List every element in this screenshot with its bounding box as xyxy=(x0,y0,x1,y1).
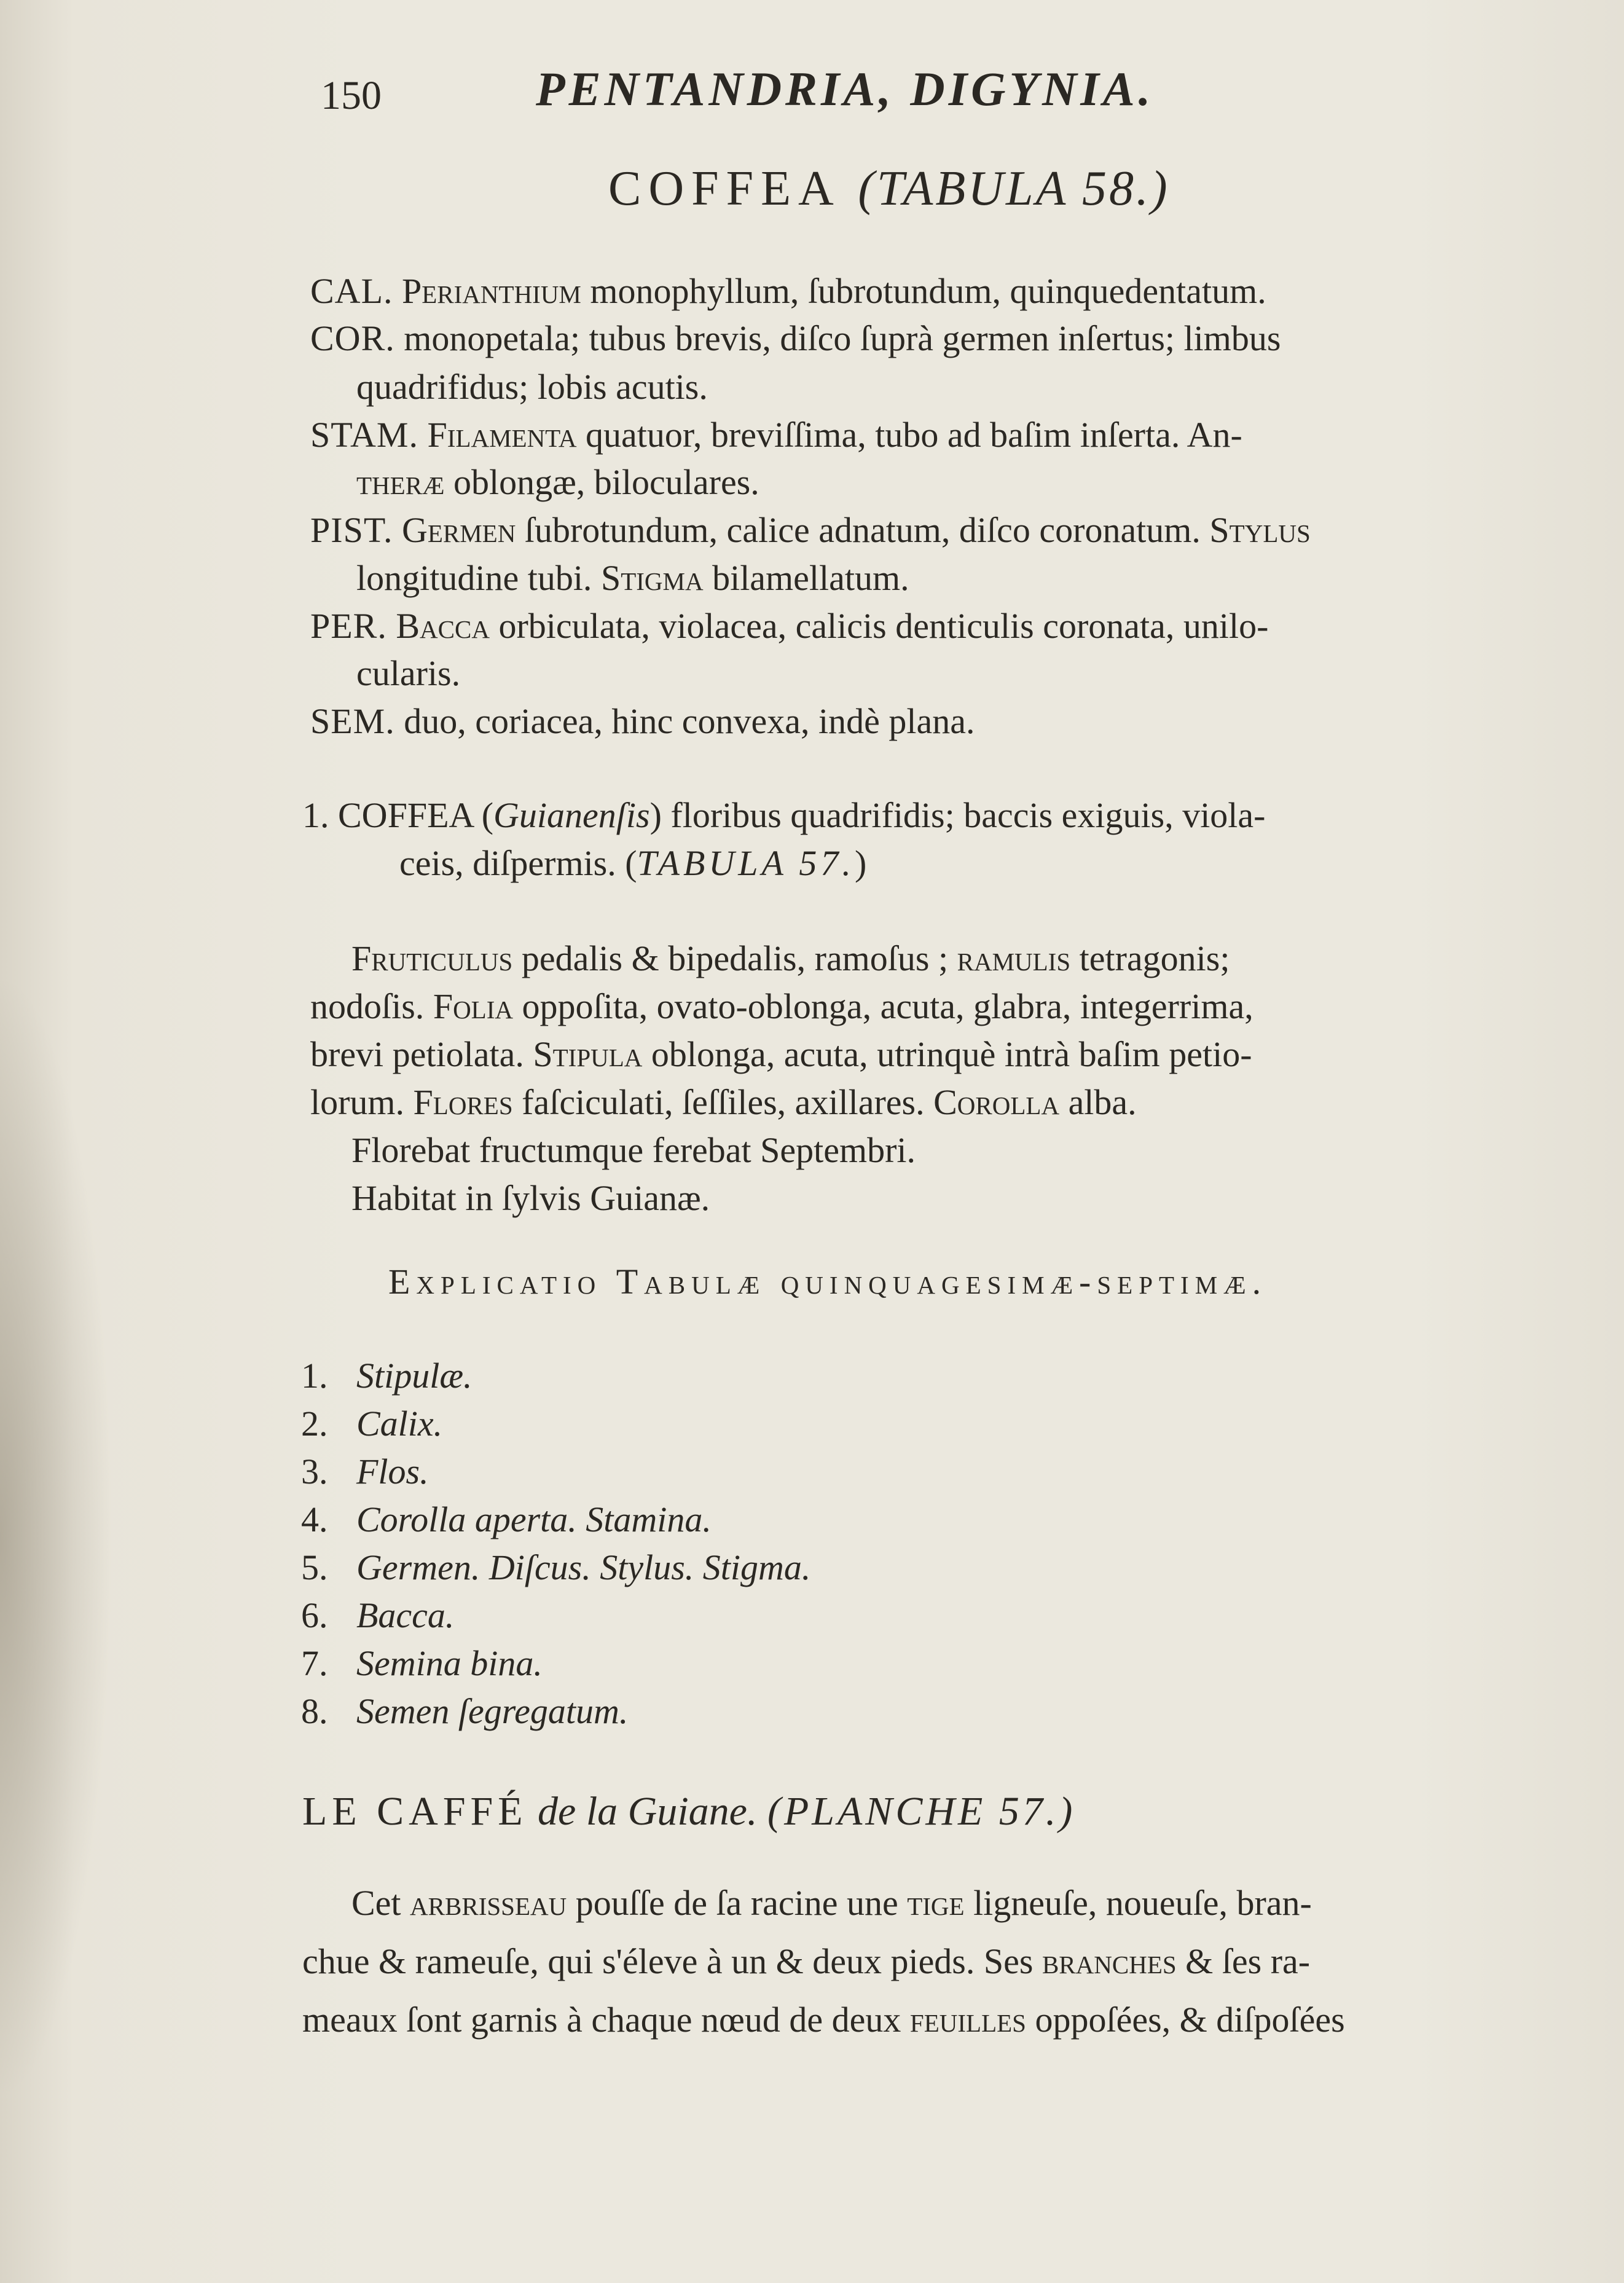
list-item: 2. Calix. xyxy=(301,1404,443,1444)
species-diagnosis: 1. COFFEA (Guianenſis) floribus quadrifidis; baccis exiguis, viola- xyxy=(302,795,1266,835)
character-stam-cont: theræ oblongæ, biloculares. xyxy=(356,462,759,502)
page-number: 150 xyxy=(321,73,382,118)
running-title: PENTANDRIA, DIGYNIA. xyxy=(536,62,1155,116)
description-habitat: Habitat in ſylvis Guianæ. xyxy=(351,1178,710,1218)
list-item: 6. Bacca. xyxy=(301,1595,455,1635)
character-pist: PIST. Germen ſubrotundum, calice adnatum, diſco coronatum. Stylus xyxy=(310,510,1311,550)
description-line-1: Fruticulus pedalis & bipedalis, ramoſus ; ramulis tetragonis; xyxy=(351,938,1230,978)
character-cal: CAL. Perianthium monophyllum, ſubrotundum, quinquedentatum. xyxy=(310,271,1266,311)
description-line-3: brevi petiolata. Stipula oblonga, acuta, utrinquè intrà baſim petio- xyxy=(310,1034,1252,1074)
description-floret: Florebat fructumque ferebat Septembri. xyxy=(351,1130,916,1170)
character-cor-cont: quadrifidus; lobis acutis. xyxy=(356,367,708,407)
french-line-2: chue & rameuſe, qui s'éleve à un & deux pieds. Ses branches & ſes ra- xyxy=(302,1941,1311,1981)
description-line-4: lorum. Flores faſciculati, ſeſſiles, axillares. Corolla alba. xyxy=(310,1082,1137,1122)
character-cor: COR. monopetala; tubus brevis, diſco ſuprà germen inſertus; limbus xyxy=(310,318,1281,358)
list-item: 5. Germen. Diſcus. Stylus. Stigma. xyxy=(301,1547,811,1587)
list-item: 1. Stipulæ. xyxy=(301,1356,473,1396)
character-per-cont: cularis. xyxy=(356,653,461,693)
list-item: 7. Semina bina. xyxy=(301,1643,543,1683)
character-stam: STAM. Filamenta quatuor, breviſſima, tubo ad baſim inſerta. An- xyxy=(310,415,1242,455)
description-line-2: nodoſis. Folia oppoſita, ovato-oblonga, acuta, glabra, integerrima, xyxy=(310,986,1253,1026)
character-pist-cont: longitudine tubi. Stigma bilamellatum. xyxy=(356,558,909,598)
genus-name: COFFEA xyxy=(608,162,839,216)
species-diagnosis-cont: ceis, diſpermis. (TABULA 57.) xyxy=(399,843,867,883)
genus-tabula-ref: (TABULA 58.) xyxy=(858,162,1170,216)
french-line-1: Cet arbrisseau pouſſe de ſa racine une tige ligneuſe, noueuſe, bran- xyxy=(351,1883,1312,1923)
character-per: PER. Bacca orbiculata, violacea, calicis denticulis coronata, unilo- xyxy=(310,606,1269,646)
french-heading: LE CAFFÉ de la Guiane. (PLANCHE 57.) xyxy=(302,1789,1076,1834)
genus-title xyxy=(608,161,1170,217)
list-item: 4. Corolla aperta. Stamina. xyxy=(301,1499,712,1539)
explicatio-heading: Explicatio Tabulæ quinquagesimæ-septimæ. xyxy=(388,1262,1268,1302)
character-sem: SEM. duo, coriacea, hinc convexa, indè plana. xyxy=(310,701,975,741)
explicatio-list xyxy=(301,1355,810,1739)
french-line-3: meaux ſont garnis à chaque nœud de deux feuilles oppoſées, & diſpoſées xyxy=(302,2000,1345,2040)
list-item: 3. Flos. xyxy=(301,1452,429,1491)
list-item: 8. Semen ſegregatum. xyxy=(301,1691,629,1731)
